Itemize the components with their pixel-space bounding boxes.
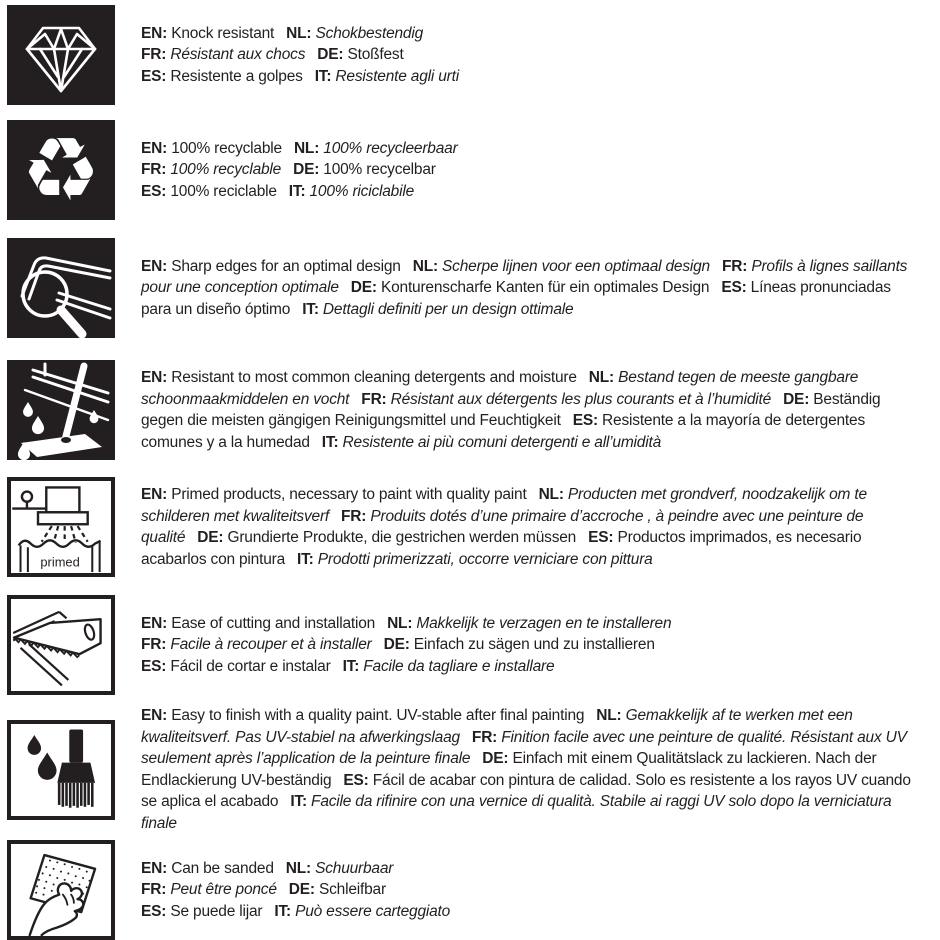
lang-text: Stoßfest [343, 46, 404, 64]
lang-label: EN: [141, 707, 168, 724]
primer-spray-icon [7, 477, 115, 577]
lang-text: 100% recyclable [166, 161, 282, 179]
lang-label: IT: [321, 433, 339, 451]
feature-text [141, 256, 921, 321]
lang-label: ES: [141, 67, 167, 85]
lang-text: Líneas pronunciadas para un diseño óptimo [141, 279, 891, 318]
lang-label: NL: [588, 369, 615, 386]
lang-label: IT: [342, 657, 360, 675]
lang-label: NL: [293, 139, 320, 157]
feature-row-cleaning-resistant [7, 360, 940, 460]
lang-segment-fr [141, 881, 277, 898]
lang-label: DE: [482, 750, 509, 767]
lang-text: Ease of cutting and installation [167, 614, 376, 632]
lang-label: DE: [293, 161, 320, 179]
lang-label: DE: [383, 636, 410, 654]
lang-segment-es [141, 68, 303, 85]
lang-text: Può essere carteggiato [290, 902, 451, 920]
lang-segment-it [274, 903, 450, 920]
feature-text [141, 138, 921, 203]
lang-label: NL: [285, 859, 311, 877]
feature-text [141, 23, 921, 88]
lang-segment-fr [141, 161, 281, 178]
lang-segment-it [302, 301, 573, 318]
mop-cleaning-icon [7, 360, 115, 460]
lang-segment-de [351, 279, 710, 296]
lang-label: ES: [141, 657, 167, 675]
lang-text: Scherpe lijnen voor een optimaal design [437, 257, 710, 275]
lang-segment-en [141, 25, 274, 42]
lang-text: Can be sanded [167, 859, 274, 877]
lang-segment-de [197, 529, 576, 546]
lang-text: Gemakkelijk af te werken met een kwaliteitsverf. Pas UV-stabiel na afwerkingslaag [141, 707, 853, 746]
feature-row-sandable [7, 840, 940, 940]
paint-brush-drops-icon [7, 720, 115, 820]
lang-label: EN: [141, 486, 168, 503]
lang-label: ES: [572, 412, 598, 429]
lang-label: ES: [343, 771, 369, 789]
lang-label: ES: [588, 529, 614, 546]
lang-text: Facile da tagliare e installare [359, 657, 555, 675]
lang-text: Sharp edges for an optimal design [167, 257, 401, 275]
lang-label: EN: [141, 257, 168, 275]
lang-text: Productos imprimados, es necesario acabarlos con pintura [141, 529, 862, 568]
lang-text: Beständig gegen die meisten gängigen Reinigungsmittel und Feuchtigkeit [141, 390, 881, 429]
feature-row-sharp-edges [7, 238, 940, 338]
lang-text: Peut être poncé [166, 881, 277, 899]
lang-segment-de [384, 636, 655, 653]
lang-segment-en [141, 486, 527, 503]
lang-segment-nl [286, 860, 393, 877]
lang-label: FR: [141, 46, 167, 64]
lang-segment-es [141, 903, 262, 920]
lang-label: EN: [141, 614, 168, 632]
lang-segment-de [293, 161, 436, 178]
lang-segment-nl [413, 258, 710, 275]
feature-row-recyclable [7, 120, 940, 220]
lang-text: Facile à recouper et à installer [166, 636, 372, 654]
lang-text: Resistant to most common cleaning detergents and moisture [167, 369, 577, 386]
lang-label: EN: [141, 24, 168, 42]
feature-text [141, 367, 921, 453]
lang-segment-fr [361, 391, 771, 408]
lang-label: ES: [141, 182, 167, 200]
primed-label: primed [40, 554, 80, 570]
lang-text: Fácil de acabar con pintura de calidad. Solo es resistente a los rayos UV cuando se aplica el acabado [141, 771, 911, 810]
lang-label: DE: [197, 529, 224, 546]
lang-segment-en [141, 860, 274, 877]
lang-text: Dettagli definiti per un design ottimale [318, 300, 574, 318]
lang-segment-es [141, 658, 331, 675]
lang-segment-it [322, 434, 661, 451]
lang-text: 100% riciclabile [305, 182, 415, 200]
lang-label: ES: [721, 279, 747, 297]
feature-text [141, 484, 921, 570]
lang-text: Einfach zu sägen und zu installieren [409, 636, 655, 654]
lang-label: FR: [721, 257, 748, 275]
lang-text: Producten met grondverf, noodzakelijk om te schilderen met kwaliteitsverf [141, 486, 867, 525]
lang-label: NL: [538, 486, 564, 503]
lang-text: Resistente a la mayoría de detergentes comunes y a la humedad [141, 412, 866, 451]
lang-text: Schuurbaar [310, 859, 394, 877]
lang-text: Resistente agli urti [331, 67, 459, 85]
lang-segment-fr [141, 46, 305, 63]
lang-text: Fácil de cortar e instalar [166, 657, 331, 675]
lang-text: 100% recycleerbaar [319, 139, 458, 157]
lang-label: IT: [288, 182, 306, 200]
lang-text: Resistente ai più comuni detergenti e all’umidità [338, 433, 661, 451]
lang-text: Produits dotés d’une primaire d’accroche , à peindre avec une peinture de qualité [141, 507, 864, 546]
sanding-hand-icon [7, 840, 115, 940]
lang-label: NL: [412, 257, 438, 275]
lang-segment-fr [141, 636, 372, 653]
lang-text: 100% recycelbar [319, 161, 436, 179]
feature-text [141, 613, 921, 678]
lang-text: Bestand tegen de meeste gangbare schoonmaakmiddelen en vocht [141, 369, 859, 408]
lang-label: DE: [783, 390, 810, 408]
lang-label: IT: [297, 550, 314, 568]
lang-text: Résistant aux détergents les plus courants et à l’humidité [386, 390, 772, 408]
lang-label: FR: [141, 881, 167, 899]
lang-label: NL: [596, 707, 622, 724]
lang-label: IT: [274, 902, 291, 920]
lang-text: Finition facile avec une peinture de qualité. Résistant aux UV seulement après l’application de la peinture finale [141, 728, 907, 767]
lang-text: Easy to finish with a quality paint. UV-stable after final painting [167, 707, 585, 724]
recycle-glyph: ♻ [21, 118, 101, 221]
lang-text: Se puede lijar [166, 902, 263, 920]
feature-row-cutting [7, 595, 940, 695]
lang-segment-it [297, 551, 653, 568]
lang-label: DE: [288, 881, 315, 899]
feature-row-finish-paint [7, 705, 940, 834]
lang-segment-es [141, 183, 277, 200]
lang-text: 100% recyclable [167, 139, 282, 157]
lang-label: DE: [350, 279, 377, 297]
lang-text: Primed products, necessary to paint with quality paint [167, 486, 527, 503]
lang-segment-en [141, 369, 577, 386]
feature-text [141, 858, 921, 923]
lang-segment-it [343, 658, 555, 675]
lang-label: FR: [361, 390, 387, 408]
lang-text: Prodotti primerizzati, occorre verniciare con pittura [313, 550, 653, 568]
lang-text: Einfach mit einem Qualitätslack zu lackieren. Nach der Endlackierung UV-beständig [141, 750, 877, 789]
recycle-icon [7, 120, 115, 220]
lang-text: Résistant aux chocs [166, 46, 306, 64]
lang-label: DE: [317, 46, 344, 64]
lang-text: Schleifbar [314, 881, 386, 899]
lang-label: EN: [141, 859, 168, 877]
magnifier-profile-icon [7, 238, 115, 338]
lang-segment-en [141, 707, 584, 724]
lang-text: Facile da rifinire con una vernice di qualità. Stabile ai raggi UV solo dopo la verniciatura finale [141, 793, 892, 832]
lang-label: NL: [286, 24, 312, 42]
lang-segment-nl [286, 25, 423, 42]
lang-text: Schokbestendig [311, 24, 424, 42]
feature-text [141, 705, 921, 834]
feature-row-knock-resistant [7, 5, 940, 105]
lang-text: Grundierte Produkte, die gestrichen werden müssen [223, 529, 577, 546]
lang-label: FR: [141, 636, 167, 654]
lang-text: Makkelijk te verzagen en te installeren [412, 614, 672, 632]
lang-text: Knock resistant [167, 24, 275, 42]
feature-row-primed [7, 477, 940, 577]
lang-segment-it [289, 183, 414, 200]
lang-label: NL: [387, 614, 413, 632]
lang-segment-de [289, 881, 386, 898]
lang-label: ES: [141, 902, 167, 920]
lang-label: FR: [141, 161, 167, 179]
saw-icon [7, 595, 115, 695]
lang-segment-en [141, 615, 375, 632]
lang-segment-nl [387, 615, 671, 632]
lang-label: EN: [141, 369, 168, 386]
lang-label: IT: [302, 300, 319, 318]
lang-segment-it [315, 68, 459, 85]
lang-segment-en [141, 258, 401, 275]
lang-text: Konturenscharfe Kanten für ein optimales Design [376, 279, 710, 297]
lang-label: EN: [141, 139, 168, 157]
lang-label: IT: [290, 793, 307, 810]
lang-text: Resistente a golpes [166, 67, 303, 85]
lang-label: FR: [341, 507, 367, 525]
lang-label: FR: [471, 728, 498, 746]
lang-text: 100% reciclable [166, 182, 277, 200]
lang-segment-en [141, 140, 282, 157]
diamond-icon [7, 5, 115, 105]
lang-segment-de [317, 46, 403, 63]
lang-segment-nl [294, 140, 458, 157]
lang-label: IT: [314, 67, 332, 85]
lang-text: Profils à lignes saillants pour une conception optimale [141, 257, 908, 297]
